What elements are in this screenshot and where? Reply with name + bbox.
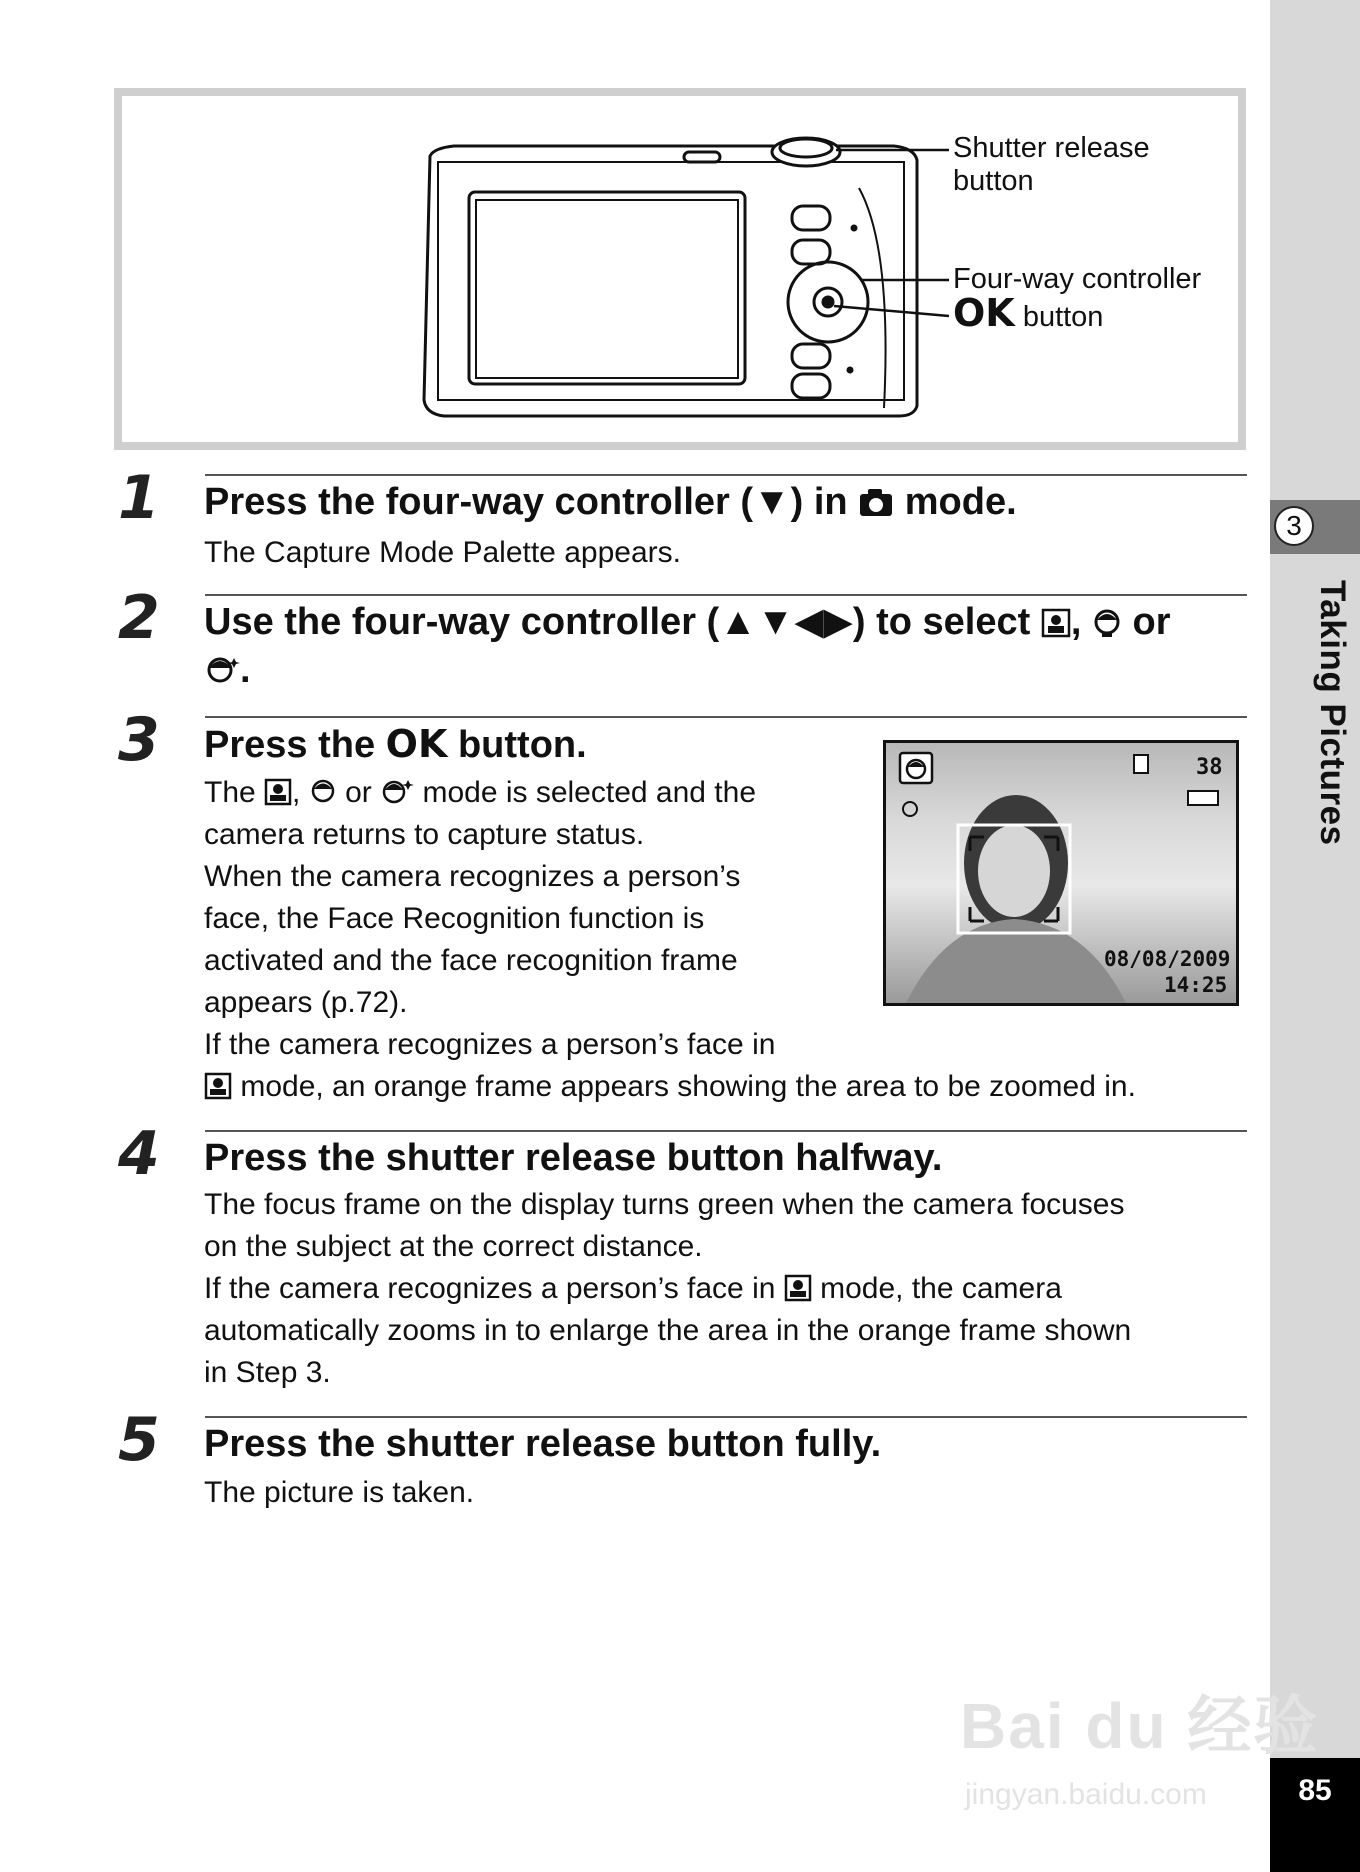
callout-shutter-line1: Shutter release xyxy=(953,132,1150,164)
chapter-number: 3 xyxy=(1274,506,1314,546)
step-3-separator: , xyxy=(292,776,301,809)
step-3-body-line: face, the Face Recognition function is xyxy=(204,902,705,935)
chapter-title: Taking Pictures xyxy=(1313,580,1352,846)
chapter-sidebar xyxy=(1270,0,1360,1872)
baidu-watermark-logo: Bai du 经验 xyxy=(960,1690,1320,1762)
step-3-body-line1 xyxy=(204,772,756,814)
step-3-the: The xyxy=(204,776,256,809)
shots-remaining: 38 xyxy=(1196,755,1223,780)
step-number: 5 xyxy=(118,1405,160,1475)
step-3-heading-text: Press the xyxy=(204,724,376,766)
step-divider xyxy=(205,474,1247,476)
step-4-heading: Press the shutter release button halfway. xyxy=(204,1137,943,1179)
step-divider xyxy=(205,716,1247,718)
auto-picture-icon xyxy=(204,1072,232,1100)
step-2-heading xyxy=(204,599,1254,645)
step-2-heading-line2 xyxy=(204,647,251,693)
ok-label: OK xyxy=(385,722,448,766)
portrait-mode-icon xyxy=(1092,608,1122,638)
skin-soft-portrait-icon xyxy=(204,654,240,686)
step-2-or: or xyxy=(1132,601,1171,643)
step-divider xyxy=(205,1130,1247,1132)
step-3-heading-end: button. xyxy=(457,724,587,766)
step-4-body-line: on the subject at the correct distance. xyxy=(204,1230,703,1263)
step-1-heading-end: mode. xyxy=(904,481,1017,523)
step-3-body-line: camera returns to capture status. xyxy=(204,818,645,851)
step-divider xyxy=(205,1416,1247,1418)
skin-soft-portrait-icon xyxy=(380,778,414,806)
step-number: 3 xyxy=(118,705,160,775)
step-2-heading-text: Use the four-way controller (▲▼◀▶) to select xyxy=(204,601,1031,643)
step-1-heading xyxy=(204,479,1254,525)
step-4-l3-pre: If the camera recognizes a person’s face in xyxy=(204,1272,776,1305)
auto-picture-icon xyxy=(1041,608,1071,638)
step-5-heading: Press the shutter release button fully. xyxy=(204,1423,882,1465)
step-4-l3-post: mode, the camera xyxy=(820,1272,1062,1305)
step-1-body: The Capture Mode Palette appears. xyxy=(204,536,681,569)
step-3-body-line: If the camera recognizes a person’s face in xyxy=(204,1028,776,1061)
step-1-heading-text: Press the four-way controller (▼) in xyxy=(204,481,848,523)
callout-ok-button xyxy=(953,291,1104,335)
callout-four-way-controller: Four-way controller xyxy=(953,263,1202,295)
preview-date: 08/08/2009 xyxy=(1104,947,1231,971)
step-number: 2 xyxy=(118,583,160,653)
step-number: 4 xyxy=(118,1119,160,1189)
step-4-body-line: in Step 3. xyxy=(204,1356,331,1389)
page-number: 85 xyxy=(1298,1774,1332,1807)
step-5-body: The picture is taken. xyxy=(204,1476,475,1509)
step-3-body-line: When the camera recognizes a person’s xyxy=(204,860,741,893)
ok-label: OK xyxy=(953,291,1015,335)
step-3-body-line: activated and the face recognition frame xyxy=(204,944,738,977)
portrait-mode-icon xyxy=(309,778,337,806)
preview-time: 14:25 xyxy=(1164,973,1228,997)
step-3-body-text: mode is selected and the xyxy=(422,776,756,809)
step-3-body-line: appears (p.72). xyxy=(204,986,408,1019)
auto-picture-icon xyxy=(784,1274,812,1302)
step-3-last-text: mode, an orange frame appears showing the area to be zoomed in. xyxy=(240,1070,1136,1103)
step-3-heading xyxy=(204,721,587,768)
step-4-body-line: automatically zooms in to enlarge the area in the orange frame shown xyxy=(204,1314,1132,1347)
step-divider xyxy=(205,594,1247,596)
step-4-body-line: The focus frame on the display turns green when the camera focuses xyxy=(204,1188,1125,1221)
step-2-separator: , xyxy=(1070,601,1082,643)
auto-picture-icon xyxy=(264,778,292,806)
step-2-heading-end: . xyxy=(240,649,251,691)
step-4-body-line3 xyxy=(204,1268,1062,1310)
ok-suffix: button xyxy=(1022,301,1104,333)
step-3-body-last xyxy=(204,1066,1136,1108)
step-number: 1 xyxy=(118,463,160,533)
step-3-or: or xyxy=(345,776,372,809)
lcd-preview xyxy=(883,740,1239,1006)
camera-mode-icon xyxy=(858,488,894,518)
callout-shutter-line2: button xyxy=(953,165,1034,197)
baidu-watermark-url: jingyan.baidu.com xyxy=(965,1778,1207,1811)
